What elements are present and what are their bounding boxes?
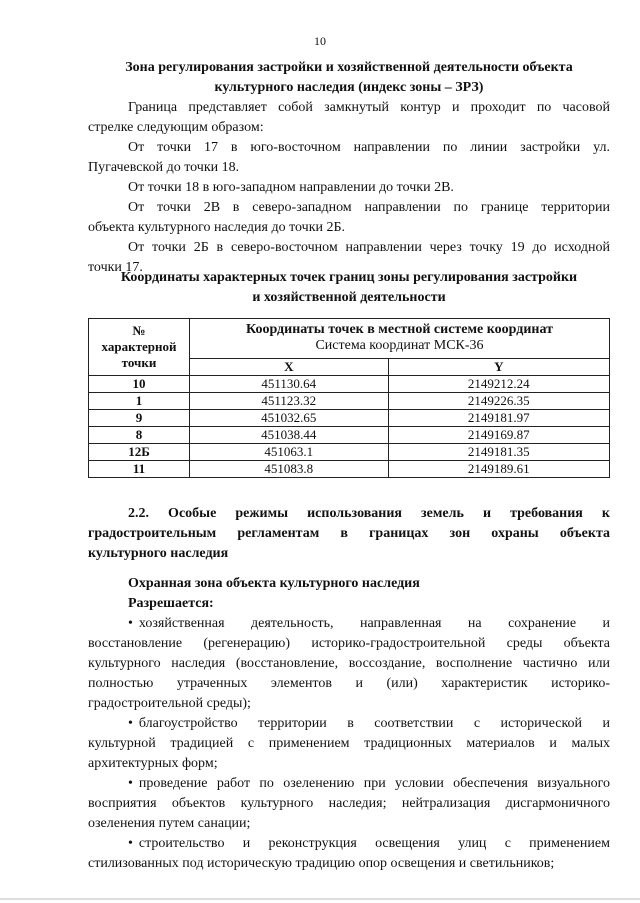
list-item-line: культурной традицией с применением традиционных материалов и малых [88,736,610,751]
point-number-header-line3: точки [121,355,157,370]
point-cell: 11 [89,461,190,478]
protect-zone-title: Охранная зона объекта культурного наследия [128,576,420,591]
zone-title [88,58,610,98]
page-number: 10 [314,34,326,48]
list-item: • строительство и реконструкция освещения улиц с применением [88,834,610,854]
boundary-line: От точки 2В в северо-западном направлении по границе территории [128,200,610,215]
y-cell: 2149212.24 [388,376,609,393]
boundary-line: Пугачевской до точки 18. [88,160,240,175]
protect-zone-heading [88,574,610,614]
zone-title-line2: культурного наследия (индекс зоны – ЗРЗ) [214,80,484,95]
coordinates-table [88,318,610,478]
list-item-line: градостроительной среды); [88,696,251,711]
coord-header: Координаты точек в местной системе координат [246,322,553,338]
section-2-2-heading [88,504,610,564]
zone-title-line1: Зона регулирования застройки и хозяйственной деятельности объекта [125,60,573,75]
list-item-line: архитектурных форм; [88,756,218,771]
y-header: Y [388,358,609,375]
page-bottom-edge [0,898,640,900]
y-cell: 2149226.35 [388,393,609,410]
x-cell: 451083.8 [190,461,389,478]
point-number-header-line1: № [132,323,146,338]
x-cell: 451032.65 [190,410,389,427]
coord-system-header [190,319,610,359]
x-cell: 451038.44 [190,427,389,444]
boundary-line: стрелке следующим образом: [88,120,264,135]
x-header: X [190,358,389,375]
point-number-header [89,319,190,376]
list-item-line: культурного наследия (восстановление, воссоздание, восполнение частично или [88,656,610,671]
table-row [89,444,610,461]
boundary-line: От точки 17 в юго-восточном направлении по линии застройки ул. [128,140,610,155]
y-cell: 2149169.87 [388,427,609,444]
y-cell: 2149189.61 [388,461,609,478]
table-row [89,461,610,478]
boundary-line: точки 17. [88,260,143,275]
table-title-line2: и хозяйственной деятельности [252,290,446,305]
point-number-header-line2: характерной [101,339,177,354]
point-cell: 10 [89,376,190,393]
list-item-line: полностью утраченных элементов и (или) характеристик историко- [88,676,610,691]
table-row [89,427,610,444]
point-cell: 1 [89,393,190,410]
list-item: • благоустройство территории в соответствии с исторической и [88,714,610,734]
table-row [89,410,610,427]
allowed-label: Разрешается: [128,596,214,611]
boundary-description [88,98,610,278]
table-title-line1: Координаты характерных точек границ зоны регулирования застройки [120,270,578,285]
list-item-line: восприятия объектов культурного наследия; нейтрализация дисгармоничного [88,796,610,811]
list-item: • хозяйственная деятельность, направленная на сохранение и [88,614,610,634]
y-cell: 2149181.97 [388,410,609,427]
list-item: • проведение работ по озеленению при условии обеспечения визуального [88,774,610,794]
boundary-line: От точки 18 в юго-западном направлении до точки 2В. [128,180,454,195]
table-row [89,376,610,393]
point-cell: 12Б [89,444,190,461]
x-cell: 451130.64 [190,376,389,393]
allowed-list [88,614,610,874]
table-row [89,393,610,410]
list-item-line: стилизованных под историческую традицию опор освещения и светильников; [88,856,555,871]
table-title [88,268,610,308]
coord-subheader: Система координат МСК-36 [315,338,484,354]
list-item-line: восстановление (регенерацию) историко-градостроительной среды объекта [88,636,610,651]
point-cell: 9 [89,410,190,427]
section-heading-line: 2.2. Особые режимы использования земель и требования к [128,506,610,521]
x-cell: 451123.32 [190,393,389,410]
list-item-line: озеленения путем санации; [88,816,251,831]
boundary-line: От точки 2Б в северо-восточном направлении через точку 19 до исходной [128,240,610,255]
y-cell: 2149181.35 [388,444,609,461]
boundary-line: Граница представляет собой замкнутый контур и проходит по часовой [128,100,610,115]
point-cell: 8 [89,427,190,444]
section-heading-line: культурного наследия [88,546,229,561]
boundary-line: объекта культурного наследия до точки 2Б. [88,220,346,235]
x-cell: 451063.1 [190,444,389,461]
section-heading-line: градостроительным регламентам в границах зон охраны объекта [88,526,610,541]
